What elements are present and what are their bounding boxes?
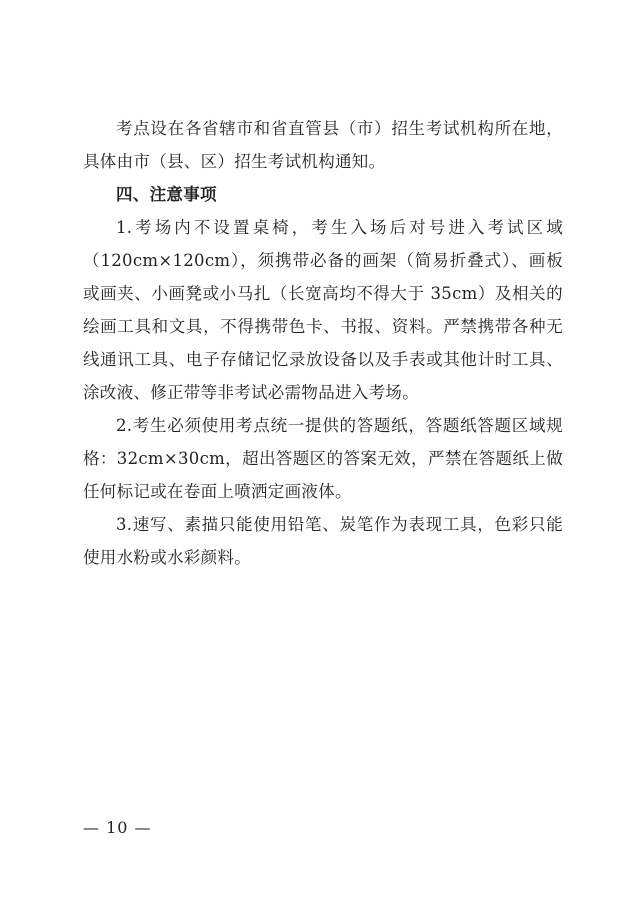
location-paragraph: 考点设在各省辖市和省直管县（市）招生考试机构所在地，具体由市（县、区）招生考试机构通知。 [83, 119, 563, 171]
notice-item-1: 1.考场内不设置桌椅，考生入场后对号进入考试区域（120cm×120cm），须携带必备的画架（简易折叠式）、画板或画夹、小画凳或小马扎（长宽高均不得大于 35cm）及相关的绘画工具和文具，不得携带色卡、书报、资料。严禁携带各种无线通讯工具、电子存储记忆录放设备以及手表或其他计时工具、涂改液、修正带等非考试必需物品进入考场。 [83, 218, 563, 402]
document-body [83, 112, 563, 574]
notice-item-2: 2.考生必须使用考点统一提供的答题纸，答题纸答题区域规格：32cm×30cm，超出答题区的答案无效，严禁在答题纸上做任何标记或在卷面上喷洒定画液体。 [83, 416, 563, 501]
notice-item-3: 3.速写、素描只能使用铅笔、炭笔作为表现工具，色彩只能使用水粉或水彩颜料。 [83, 515, 563, 567]
section-heading: 四、注意事项 [116, 185, 217, 204]
page-number: — 10 — [83, 818, 152, 837]
